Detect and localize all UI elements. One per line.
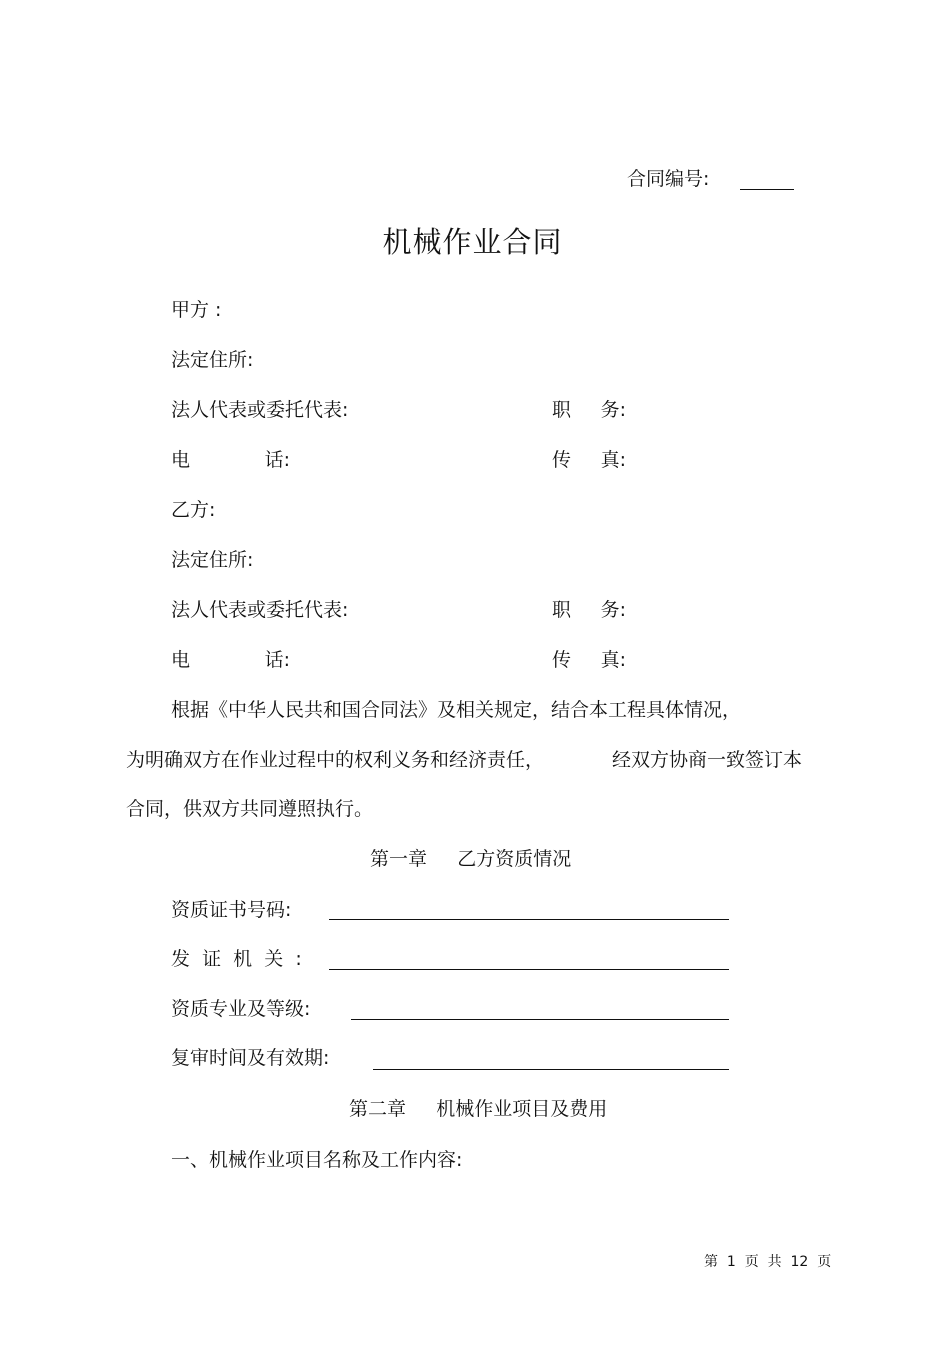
party-a-fax-label-char2: 真: — [600, 449, 626, 471]
review-validity-blank[interactable] — [373, 1069, 729, 1070]
page-number: 第 1 页 共 12 页 — [704, 1254, 832, 1270]
party-a-fax-label-char1: 传 — [552, 449, 572, 471]
party-b-fax-label — [552, 648, 626, 672]
party-b-phone-label — [171, 648, 290, 672]
specialty-grade-label: 资质专业及等级: — [171, 998, 311, 1020]
party-b-representative-label: 法人代表或委托代表: — [171, 599, 349, 621]
party-b-fax-label-char1: 传 — [552, 649, 572, 671]
cert-number-blank[interactable] — [329, 919, 729, 920]
chapter-2-heading: 第二章 机械作业项目及费用 — [349, 1098, 608, 1120]
party-b-position-label — [552, 598, 626, 622]
party-a-phone-label-char1: 电 — [171, 449, 191, 471]
party-a-phone-label — [171, 448, 290, 472]
preamble-line-1: 根据《中华人民共和国合同法》及相关规定，结合本工程具体情况， — [171, 699, 742, 721]
party-b-phone-label-char1: 电 — [171, 649, 191, 671]
review-validity-label: 复审时间及有效期: — [171, 1047, 330, 1069]
party-a-position-label-char1: 职 — [552, 399, 572, 421]
party-b-label: 乙方: — [171, 499, 216, 521]
cert-number-label: 资质证书号码: — [171, 899, 292, 921]
issuer-label: 发 证 机 关 : — [171, 948, 302, 970]
party-a-address-label: 法定住所: — [171, 349, 254, 371]
party-a-phone-label-char2: 话: — [264, 449, 290, 471]
chapter-2-item-1: 一、机械作业项目名称及工作内容: — [171, 1149, 463, 1171]
contract-number-label: 合同编号: — [627, 168, 710, 190]
party-b-address-label: 法定住所: — [171, 549, 254, 571]
party-a-label: 甲方 : — [171, 299, 222, 321]
issuer-blank[interactable] — [329, 969, 729, 970]
party-b-phone-label-char2: 话: — [264, 649, 290, 671]
party-a-fax-label — [552, 448, 626, 472]
party-a-position-label-char2: 务: — [600, 399, 626, 421]
party-a-position-label — [552, 398, 626, 422]
document-title: 机械作业合同 — [382, 225, 563, 259]
party-b-position-label-char2: 务: — [600, 599, 626, 621]
contract-number-blank[interactable] — [740, 189, 794, 190]
party-b-position-label-char1: 职 — [552, 599, 572, 621]
preamble-line-3: 合同，供双方共同遵照执行。 — [126, 798, 374, 820]
specialty-grade-blank[interactable] — [351, 1019, 729, 1020]
party-b-fax-label-char2: 真: — [600, 649, 626, 671]
chapter-1-heading: 第一章 乙方资质情况 — [370, 848, 572, 870]
preamble-line-2b: 经双方协商一致签订本 — [612, 749, 803, 771]
preamble-line-2a: 为明确双方在作业过程中的权利义务和经济责任， — [126, 749, 545, 771]
party-a-representative-label: 法人代表或委托代表: — [171, 399, 349, 421]
